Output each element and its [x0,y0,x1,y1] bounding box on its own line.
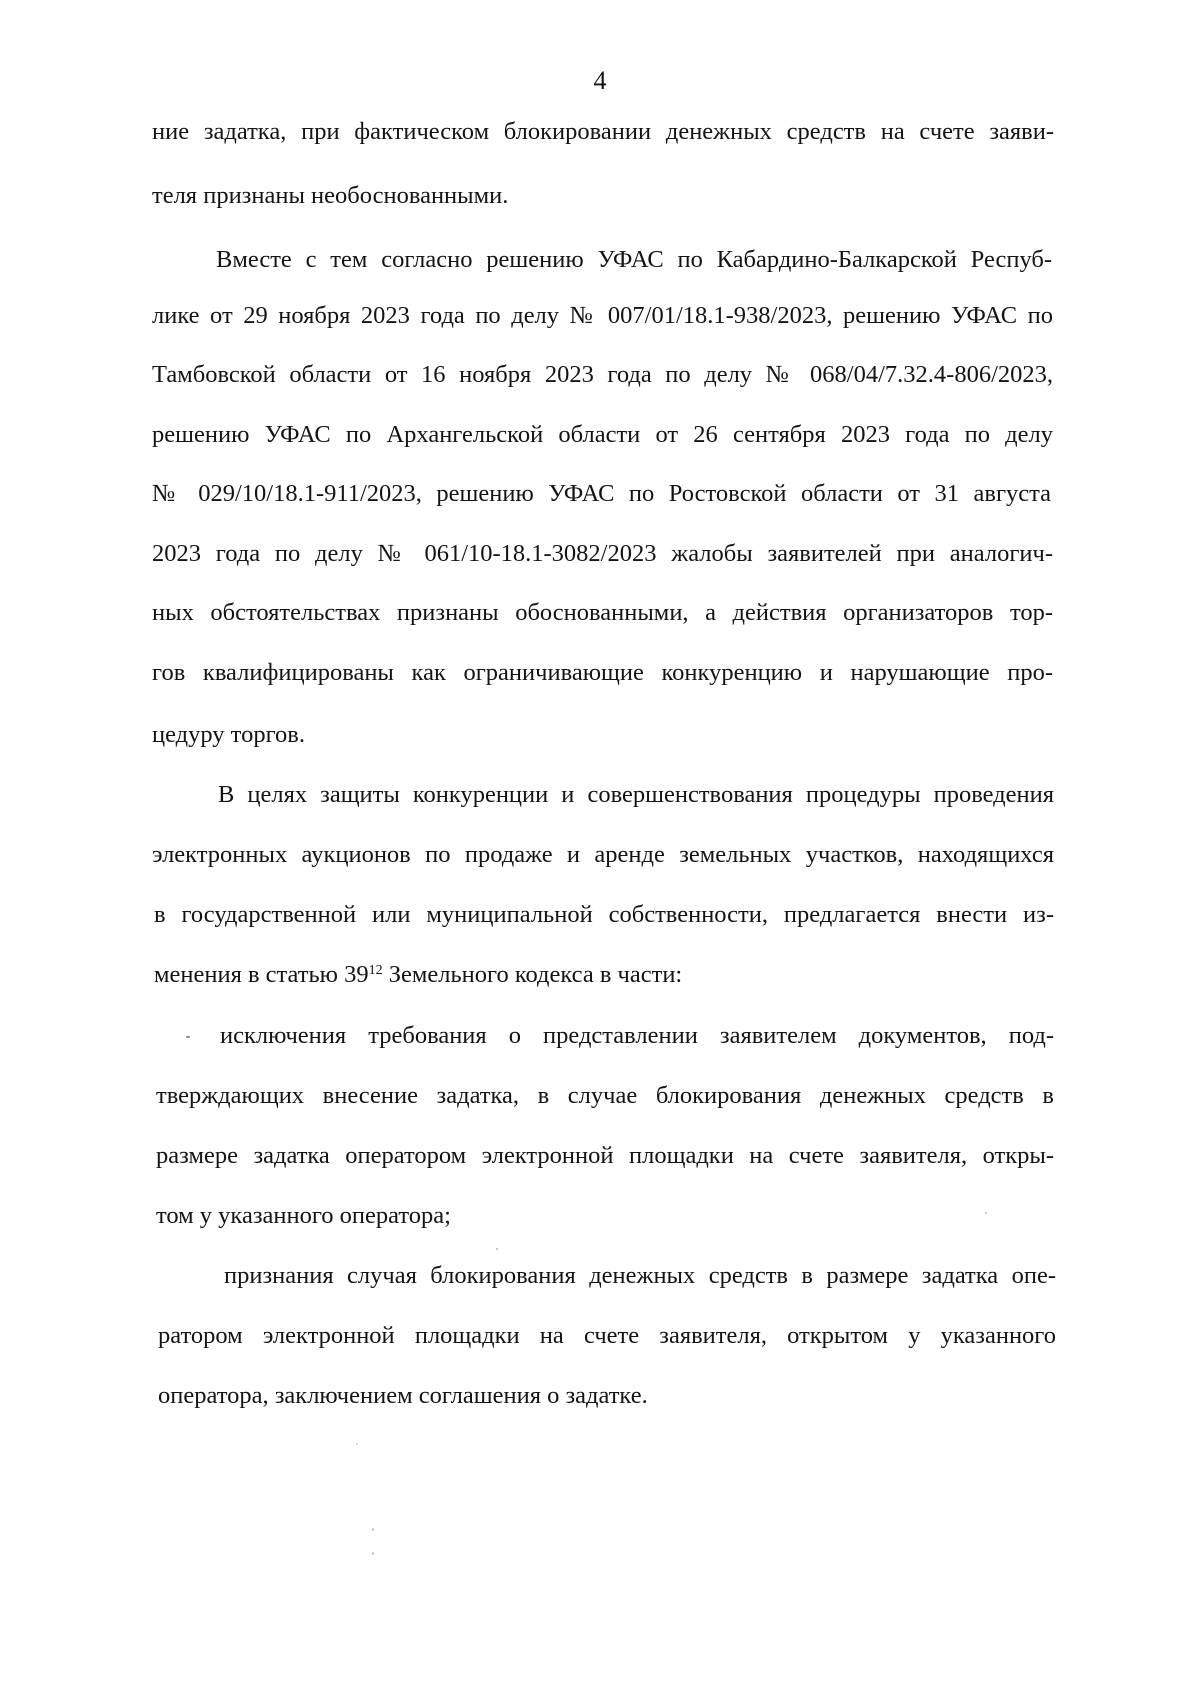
text-line: исключения требования о представлении заявителем документов, под- [220,1022,1054,1049]
scan-speck [496,1248,498,1250]
scan-speck [985,1212,987,1214]
text-line: Тамбовской области от 16 ноября 2023 года по делу № 068/04/7.32.4-806/2023, [152,361,1053,388]
text-line: 2023 года по делу № 061/10-18.1-3082/2023 жалобы заявителей при аналогич- [152,540,1053,567]
text-line: том у указанного оператора; [156,1202,451,1229]
page-number: 4 [593,66,607,95]
text-line: ных обстоятельствах признаны обоснованными, а действия организаторов тор- [152,599,1053,626]
scan-speck [372,1528,374,1531]
text-line: в государственной или муниципальной собственности, предлагается внести из- [154,901,1054,928]
text-line: электронных аукционов по продаже и аренде земельных участков, находящихся [152,841,1054,868]
text-line: размере задатка оператором электронной площадки на счете заявителя, откры- [156,1142,1054,1169]
scan-speck [356,1443,358,1445]
text-line: признания случая блокирования денежных средств в размере задатка опе- [224,1262,1056,1289]
scan-speck [186,1036,190,1038]
text-line: ратором электронной площадки на счете заявителя, открытом у указанного [158,1322,1056,1349]
text-line: гов квалифицированы как ограничивающие конкуренцию и нарушающие про- [152,659,1053,686]
text-line: теля признаны необоснованными. [152,182,509,209]
scan-speck [372,1552,374,1555]
text-line: тверждающих внесение задатка, в случае блокирования денежных средств в [156,1082,1054,1109]
text-line: лике от 29 ноября 2023 года по делу № 007/01/18.1-938/2023, решению УФАС по [152,302,1053,329]
text-line: решению УФАС по Архангельской области от 26 сентября 2023 года по делу [152,421,1053,448]
text-line: Вместе с тем согласно решению УФАС по Кабардино-Балкарской Респуб- [216,246,1052,273]
superscript: 12 [368,963,383,978]
text-line: № 029/10/18.1-911/2023, решению УФАС по Ростовской области от 31 августа [152,480,1051,507]
text-line: оператора, заключением соглашения о задатке. [158,1382,648,1409]
text-line: цедуру торгов. [152,721,305,748]
text-line: В целях защиты конкуренции и совершенствования процедуры проведения [218,781,1054,808]
text-line: ние задатка, при фактическом блокировании денежных средств на счете заяви- [152,118,1054,145]
text-line: менения в статью $39^{12}$ Земельного кодекса в части: [154,961,683,988]
